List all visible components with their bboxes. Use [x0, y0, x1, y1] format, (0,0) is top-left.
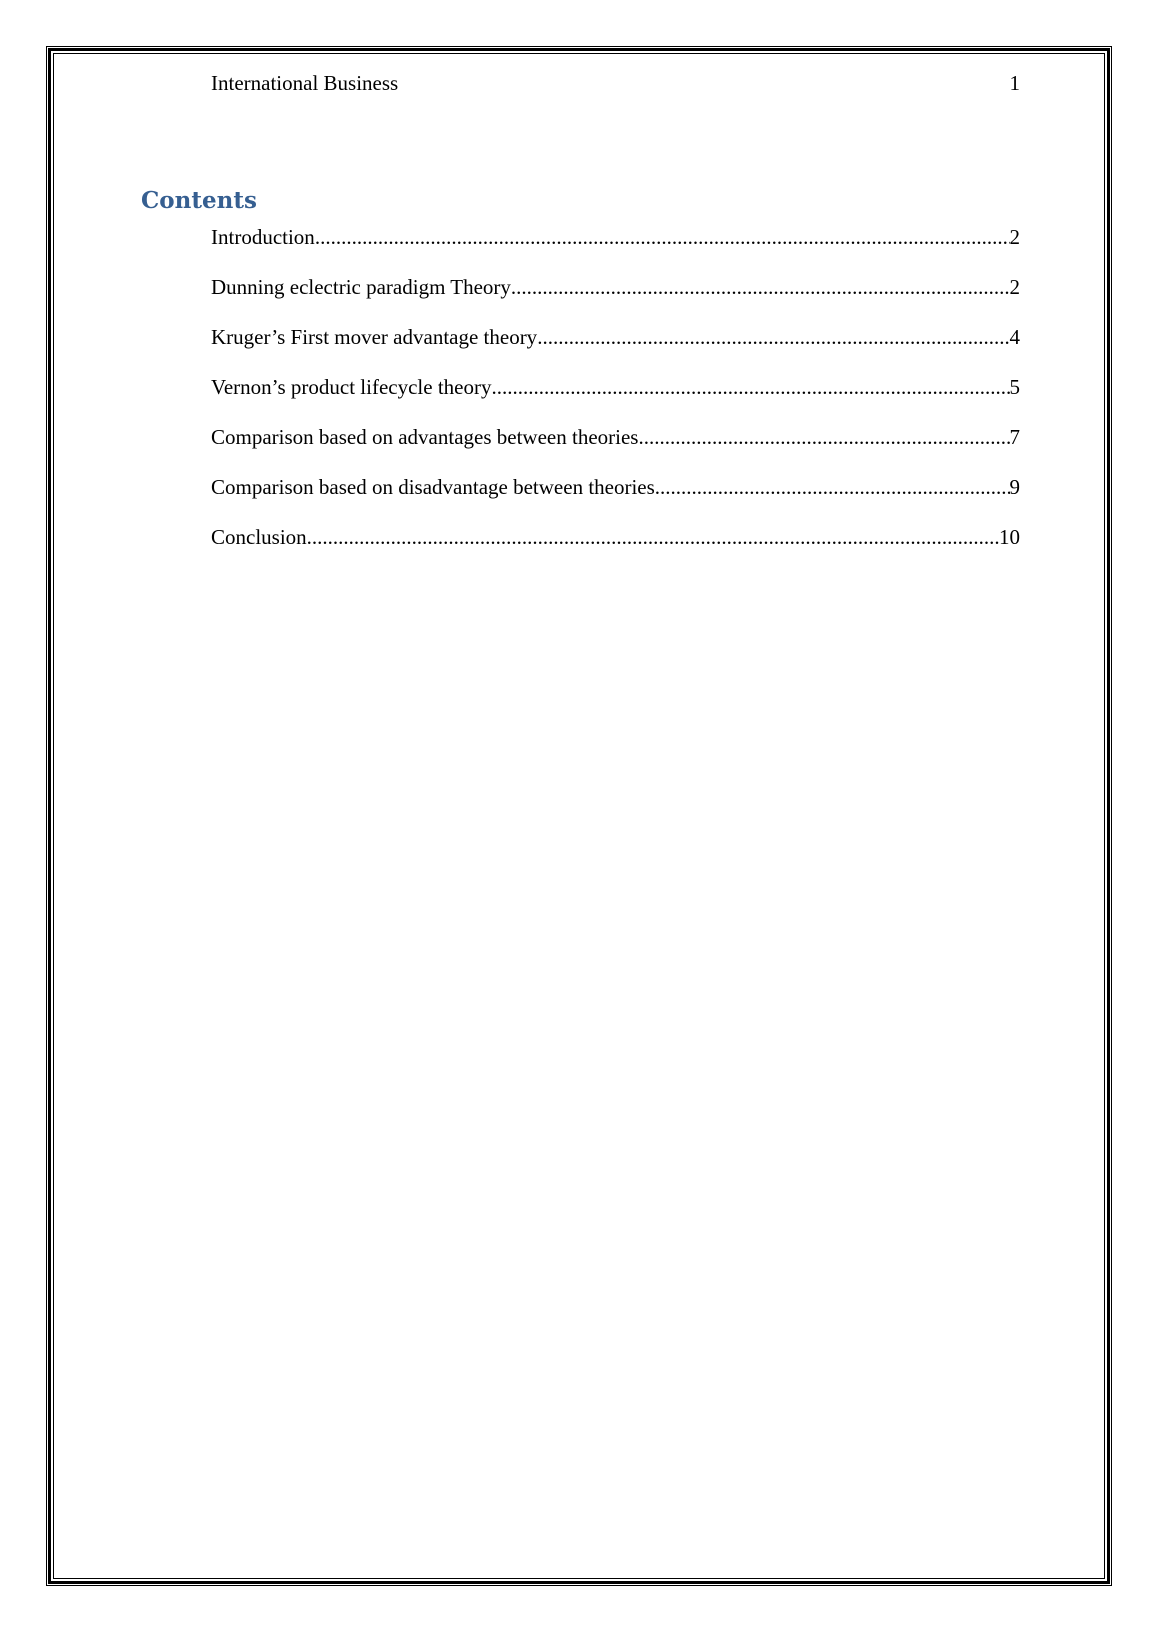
- toc-entry-label: Dunning eclectric paradigm Theory: [211, 275, 511, 299]
- toc-entry-vernon[interactable]: [211, 374, 1020, 424]
- toc-entry-advantages[interactable]: [211, 424, 1020, 474]
- toc-entry-page: 9: [1009, 475, 1020, 499]
- toc-entry-introduction[interactable]: [211, 224, 1020, 274]
- toc-entry-page: 5: [1009, 375, 1020, 399]
- toc-entry-label: Conclusion: [211, 525, 307, 549]
- toc-entry-page: 10: [999, 525, 1020, 549]
- toc-entry-page: 4: [1009, 325, 1020, 349]
- toc-dot-leader: [315, 224, 1010, 250]
- toc-entry-label: Vernon’s product lifecycle theory: [211, 375, 492, 399]
- toc-entry-page: 7: [1009, 425, 1020, 449]
- toc-entry-disadvantage[interactable]: [211, 474, 1020, 524]
- table-of-contents: [211, 224, 1020, 574]
- toc-entry-conclusion[interactable]: [211, 524, 1020, 574]
- toc-dot-leader: [307, 524, 999, 550]
- toc-entry-page: 2: [1009, 275, 1020, 299]
- page-number: 1: [1009, 71, 1020, 95]
- toc-entry-page: 2: [1009, 225, 1020, 249]
- toc-entry-label: Introduction: [211, 225, 315, 249]
- running-header-title: International Business: [211, 71, 399, 95]
- toc-dot-leader: [537, 324, 1009, 350]
- toc-dot-leader: [511, 274, 1010, 300]
- toc-dot-leader: [655, 474, 1010, 500]
- toc-dot-leader: [492, 374, 1010, 400]
- toc-entry-label: Comparison based on disadvantage between theories: [211, 475, 655, 499]
- toc-entry-label: Kruger’s First mover advantage theory: [211, 325, 538, 349]
- toc-dot-leader: [638, 424, 1009, 450]
- contents-heading: Contents: [141, 187, 257, 214]
- toc-entry-dunning[interactable]: [211, 274, 1020, 324]
- toc-entry-label: Comparison based on advantages between theories: [211, 425, 639, 449]
- toc-entry-kruger[interactable]: [211, 324, 1020, 374]
